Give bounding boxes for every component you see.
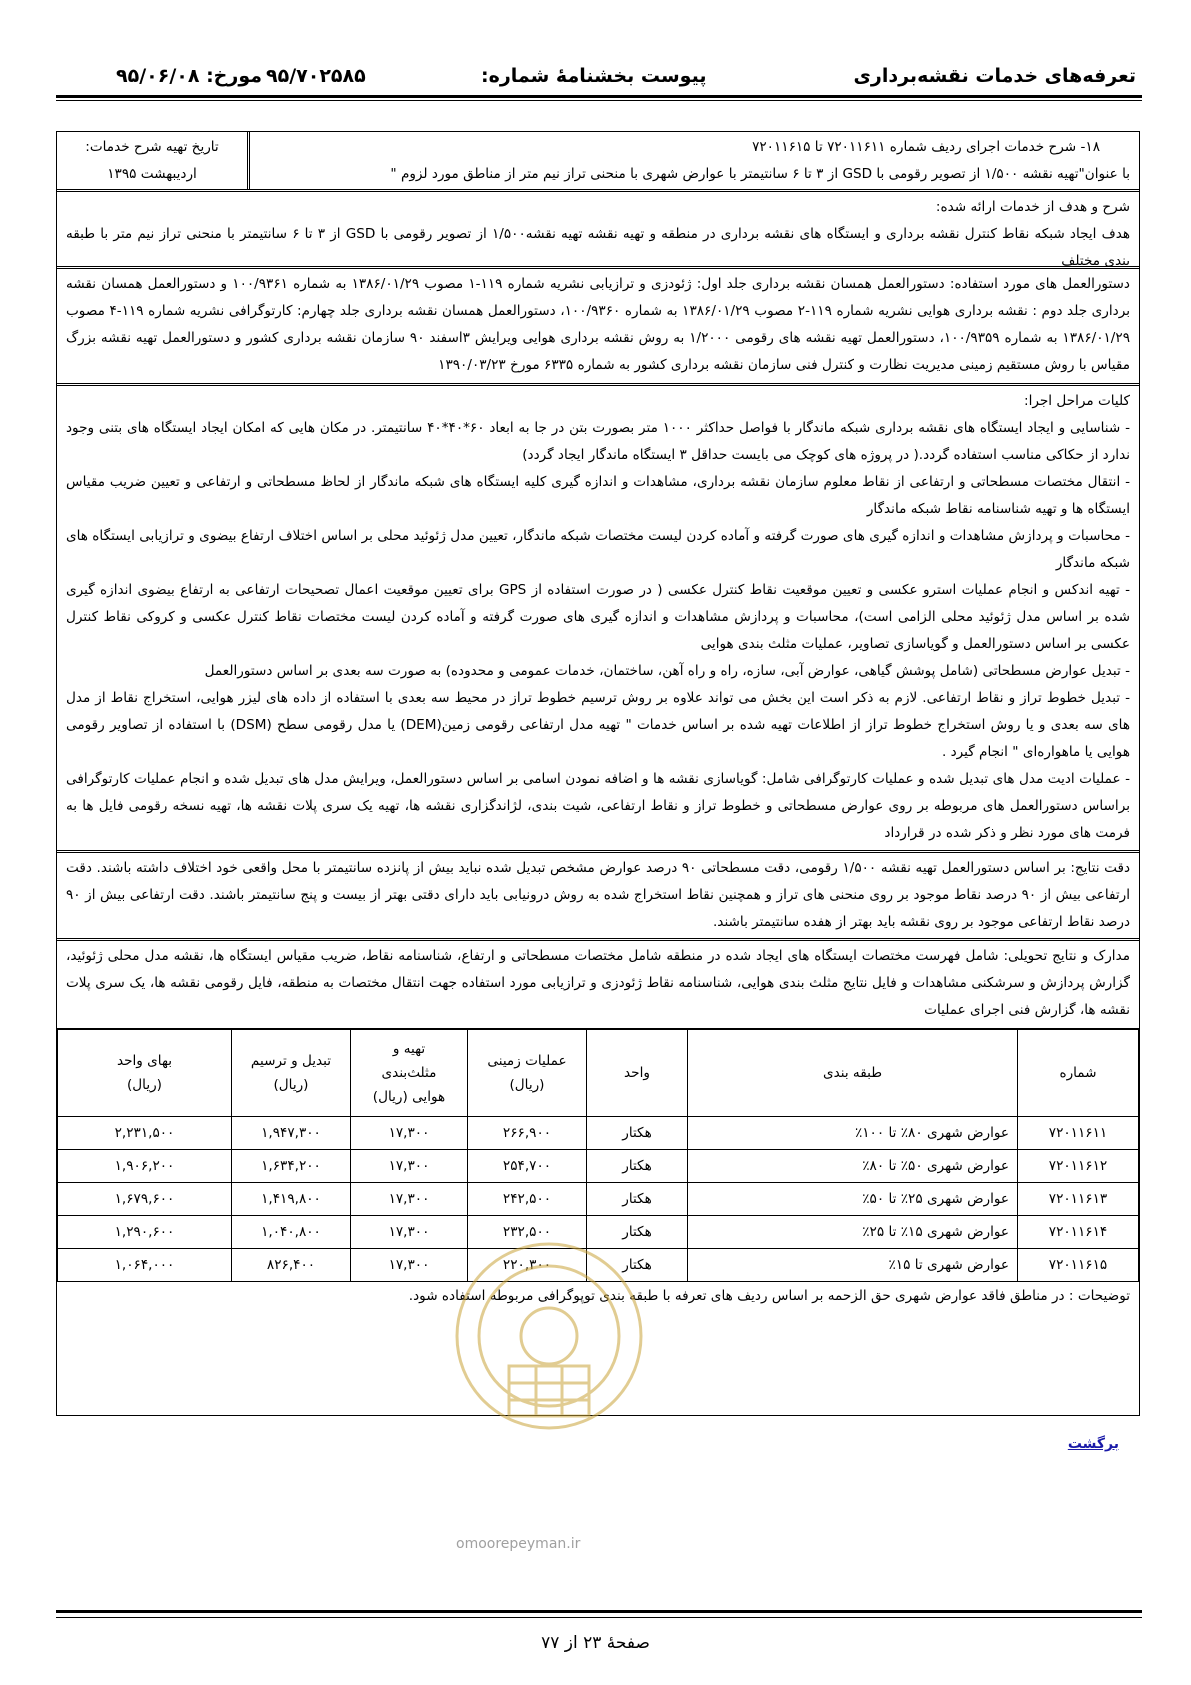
prep-date-value: اردیبهشت ۱۳۹۵: [107, 166, 197, 182]
cell-ground-ops: ۲۵۴,۷۰۰: [468, 1150, 587, 1183]
seal-stamp-icon: [449, 1226, 649, 1471]
cell-unit-price: ۱,۰۶۴,۰۰۰: [58, 1249, 232, 1282]
instructions-text: دستورالعمل های مورد استفاده: دستورالعمل همسان نقشه برداری جلد اول: ژئودزی و ترازیابی نشریه شماره ۱۱۹-۱ مصوب ۱۳۸۶/۰۱/۲۹ به شماره ۱۰۰/۹۳۶۱ و دستورالعمل همسان نقشه برداری جلد دوم : نقشه برداری هوایی نشریه شماره ۱۱۹-۲ مصوب ۱۳۸۶/۰۱/۲۹ به شماره ۱۰۰/۹۳۶۰، دستورالعمل همسان نقشه برداری جلد چهارم: کارتوگرافی نشریه شماره ۱۱۹-۴ مصوب ۱۳۸۶/۰۱/۲۹ به شماره ۱۰۰/۹۳۵۹، دستورالعمل تهیه نقشه های رقومی ۱/۲۰۰۰ به روش نقشه برداری هوایی ویرایش ۳اسفند ۹۰ سازمان نقشه برداری کشور و دستورالعمل تهیه نقشه بزرگ مقیاس با روش مستقیم زمینی مدیریت نظارت و کنترل فنی سازمان نقشه برداری کشور به شماره ۶۳۳۵ مورخ ۱۳۹۰/۰۳/۲۳: [66, 276, 1130, 373]
cell-conversion: ۱,۶۳۴,۲۰۰: [232, 1150, 351, 1183]
cell-number: ۷۲۰۱۱۶۱۲: [1018, 1150, 1139, 1183]
cell-unit: هکتار: [587, 1249, 688, 1282]
table-row: [58, 1150, 1139, 1183]
price-table-header: [58, 1030, 1139, 1117]
cell-unit: هکتار: [587, 1216, 688, 1249]
table-note: توضیحات : در مناطق فاقد عوارض شهری حق الزحمه بر اساس ردیف های تعرفه با طبقه بندی توپوگرافی مربوطه استفاده شود.: [408, 1288, 1130, 1304]
cell-classification: عوارض شهری تا ۱۵٪: [688, 1249, 1018, 1282]
col-ground-ops: عملیات زمینی (ریال): [468, 1030, 587, 1117]
procedures-section: [57, 386, 1139, 853]
accuracy-text: دقت نتایج: بر اساس دستورالعمل تهیه نقشه ۱/۵۰۰ رقومی، دقت مسطحاتی ۹۰ درصد عوارض مشخص تبدیل شده نباید بیش از پانزده سانتیمتر با محل واقعی خود اختلاف داشته باشند. دقت ارتفاعی بیش از ۹۰ درصد نقاط موجود بر روی منحنی های تراز و همچنین نقاط استخراج شده به روش درونیابی باید دارای دقتی بهتر از بیست و پنج سانتیمتر باشند. دقت ارتفاعی بیش از ۹۰ درصد نقاط ارتفاعی موجود بر روی نقشه باید بهتر از هفده سانتیمتر باشند.: [66, 860, 1130, 930]
procedure-item: - محاسبات و پردازش مشاهدات و اندازه گیری های صورت گرفته و آماده کردن لیست مختصات شبکه ماندگار، تعیین مدل ژئوئید محلی بر اساس اختلاف ارتفاع بیضوی و ترازیابی ایستگاه های شبکه ماندگار: [66, 528, 1130, 571]
col-classification: طبقه بندی: [688, 1030, 1018, 1117]
objective-title: شرح و هدف از خدمات ارائه شده:: [935, 199, 1130, 215]
service-title-cell: [247, 132, 1139, 189]
col-unit: واحد: [587, 1030, 688, 1117]
cell-conversion: ۱,۰۴۰,۸۰۰: [232, 1216, 351, 1249]
cell-ground-ops: ۲۲۰,۳۰۰: [468, 1249, 587, 1282]
cell-classification: عوارض شهری ۸۰٪ تا ۱۰۰٪: [688, 1117, 1018, 1150]
procedure-item: - انتقال مختصات مسطحاتی و ارتفاعی از نقاط معلوم سازمان نقشه برداری، مشاهدات و اندازه گیری کلیه ایستگاه های شبکه ماندگار از لحاظ مسطحاتی و ارتفاعی و تعیین ضریب مقیاس ایستگاه ها و تهیه شناسنامه نقاط شبکه ماندگار: [66, 474, 1130, 517]
cell-conversion: ۱,۹۴۷,۳۰۰: [232, 1117, 351, 1150]
deliverables-text: مدارک و نتایج تحویلی: شامل فهرست مختصات ایستگاه های ایجاد شده در منطقه شامل مختصات مسطحاتی و ارتفاع، شناسنامه نقاط، ضریب مقیاس ایستگاه ها، نقشه مدل محلی ژئوئید، گزارش پردازش و سرشکنی مشاهدات و فایل نتایج مثلث بندی هوایی، شناسنامه نقاط ژئودزی و ترازیابی مورد استفاده جهت انتقال مختصات به منطقه، فایل رقومی نقشه ها، یک سری پلات نقشه ها، گزارش فنی اجرای عملیات: [66, 948, 1130, 1018]
back-link[interactable]: برگشت: [1067, 1436, 1119, 1452]
prep-date-label: تاریخ تهیه شرح خدمات:: [85, 139, 219, 155]
circular-date: مورخ: ۹۵/۰۶/۰۸: [116, 65, 262, 87]
cell-classification: عوارض شهری ۵۰٪ تا ۸۰٪: [688, 1150, 1018, 1183]
cell-ground-ops: ۲۴۲,۵۰۰: [468, 1183, 587, 1216]
cell-aerial-triangulation: ۱۷,۳۰۰: [351, 1150, 468, 1183]
procedure-item: - تهیه اندکس و انجام عملیات استرو عکسی و تعیین موقعیت نقاط کنترل عکسی ( در صورت استفاده از GPS برای تعیین موقعیت اعمال تصحیحات ارتفاعی به ارتفاع بیضوی اندازه گیری شده بر اساس مدل ژئوئید محلی الزامی است)، محاسبات و پردازش مشاهدات و اندازه گیری های صورت گرفته و آماده کردن لیست مختصات نقاط کنترل عکسی و کروکی نقاط کنترل عکسی بر اساس دستورالعمل و گویاسازی تصاویر، عملیات مثلث بندی هوایی: [66, 582, 1131, 652]
prep-date-cell: [57, 132, 247, 189]
site-watermark: omoorepeyman.ir: [456, 1536, 581, 1552]
procedures-title: کلیات مراحل اجرا:: [1024, 393, 1130, 409]
cell-ground-ops: ۲۶۶,۹۰۰: [468, 1117, 587, 1150]
document-title: تعرفه‌های خدمات نقشه‌برداری: [853, 65, 1136, 87]
cell-unit: هکتار: [587, 1183, 688, 1216]
cell-unit: هکتار: [587, 1117, 688, 1150]
deliverables-section: [57, 941, 1139, 1029]
cell-conversion: ۱,۴۱۹,۸۰۰: [232, 1183, 351, 1216]
cell-unit-price: ۲,۲۳۱,۵۰۰: [58, 1117, 232, 1150]
objective-text: هدف ایجاد شبکه نقاط کنترل نقشه برداری و ایستگاه های نقشه برداری در منطقه و تهیه نقشه تهیه نقشه۱/۵۰۰ از تصویر رقومی با GSD از ۳ تا ۶ سانتیمتر با منحنی تراز نیم متر با طبقه بندی مختلف: [66, 226, 1130, 269]
header-rule-thick: [56, 95, 1142, 98]
page-number: صفحهٔ ۲۳ از ۷۷: [541, 1633, 650, 1653]
cell-unit: هکتار: [587, 1150, 688, 1183]
cell-classification: عوارض شهری ۱۵٪ تا ۲۵٪: [688, 1216, 1018, 1249]
cell-number: ۷۲۰۱۱۶۱۳: [1018, 1183, 1139, 1216]
service-title-row: [57, 132, 1139, 192]
col-conversion: تبدیل و ترسیم (ریال): [232, 1030, 351, 1117]
cell-unit-price: ۱,۶۷۹,۶۰۰: [58, 1183, 232, 1216]
service-line-1: ۱۸- شرح خدمات اجرای ردیف شماره ۷۲۰۱۱۶۱۱ تا ۷۲۰۱۱۶۱۵: [752, 139, 1100, 155]
cell-conversion: ۸۲۶,۴۰۰: [232, 1249, 351, 1282]
attachment-label: پیوست بخشنامهٔ شماره:: [481, 65, 707, 87]
cell-ground-ops: ۲۳۲,۵۰۰: [468, 1216, 587, 1249]
cell-aerial-triangulation: ۱۷,۳۰۰: [351, 1117, 468, 1150]
procedure-item: - تبدیل خطوط تراز و نقاط ارتفاعی. لازم به ذکر است این بخش می تواند علاوه بر روش ترسیم خطوط تراز در محیط سه بعدی با استفاده از داده های لیزر هوایی، استخراج نقاط از مدل های سه بعدی و یا روش استخراج خطوط تراز از اطلاعات تهیه شده بر اساس خدمات " تهیه مدل ارتفاعی رقومی زمین(DEM) یا مدل رقومی سطح (DSM) با استفاده از تصاویر رقومی هوایی یا ماهواره‌ای " انجام گیرد .: [66, 690, 1130, 760]
circular-number: ۹۵/۷۰۲۵۸۵: [266, 65, 366, 87]
cell-classification: عوارض شهری ۲۵٪ تا ۵۰٪: [688, 1183, 1018, 1216]
service-description-frame: [56, 131, 1140, 1416]
instructions-section: [57, 269, 1139, 386]
table-row: [58, 1117, 1139, 1150]
procedure-item: - عملیات ادیت مدل های تبدیل شده و عملیات کارتوگرافی شامل: گویاسازی نقشه ها و اضافه نمودن اسامی بر اساس دستورالعمل، ویرایش مدل های تبدیل شده و انجام عملیات کارتوگرافی براساس دستورالعمل های مربوطه بر روی عوارض مسطحاتی و خطوط تراز و نقاط ارتفاعی، شیت بندی، لژاندگزاری نقشه ها، تهیه یک سری پلات نقشه ها، تهیه نسخه رقومی فایل ها به فرمت های مورد نظر و ذکر شده در قرارداد: [66, 771, 1130, 841]
footer-rule-thin: [56, 1617, 1142, 1618]
cell-number: ۷۲۰۱۱۶۱۵: [1018, 1249, 1139, 1282]
cell-number: ۷۲۰۱۱۶۱۱: [1018, 1117, 1139, 1150]
page-header: [56, 55, 1136, 95]
objective-section: [57, 192, 1139, 269]
procedure-item: - تبدیل عوارض مسطحاتی (شامل پوشش گیاهی، عوارض آبی، سازه، راه و راه آهن، ساختمان، خدمات عمومی و محدوده) به صورت سه بعدی بر اساس دستورالعمل: [204, 663, 1130, 679]
cell-aerial-triangulation: ۱۷,۳۰۰: [351, 1216, 468, 1249]
footer-rule-thick: [56, 1610, 1142, 1613]
col-number: شماره: [1018, 1030, 1139, 1117]
service-line-2: با عنوان"تهیه نقشه ۱/۵۰۰ از تصویر رقومی با GSD از ۳ تا ۶ سانتیمتر با عوارض شهری با منحنی تراز نیم متر از مناطق مورد لزوم ": [390, 166, 1130, 182]
accuracy-section: [57, 853, 1139, 941]
cell-unit-price: ۱,۹۰۶,۲۰۰: [58, 1150, 232, 1183]
procedure-item: - شناسایی و ایجاد ایستگاه های نقشه برداری شبکه ماندگار با فواصل حداکثر ۱۰۰۰ متر بصورت بتن در جا به ابعاد ۶۰*۴۰*۴۰ سانتیمتر. در مکان هایی که امکان ایجاد ایستگاه های بتنی وجود ندارد از حکاکی مناسب استفاده گردد.( در پروژه های کوچک می بایست حداقل ۳ ایستگاه ماندگار ایجاد گردد): [66, 420, 1130, 463]
cell-aerial-triangulation: ۱۷,۳۰۰: [351, 1249, 468, 1282]
cell-number: ۷۲۰۱۱۶۱۴: [1018, 1216, 1139, 1249]
header-rule-thin: [56, 100, 1142, 101]
col-unit-price: بهای واحد (ریال): [58, 1030, 232, 1117]
cell-aerial-triangulation: ۱۷,۳۰۰: [351, 1183, 468, 1216]
table-row: [58, 1183, 1139, 1216]
cell-unit-price: ۱,۲۹۰,۶۰۰: [58, 1216, 232, 1249]
col-aerial-triangulation: تهیه و مثلث‌بندی هوایی (ریال): [351, 1030, 468, 1117]
